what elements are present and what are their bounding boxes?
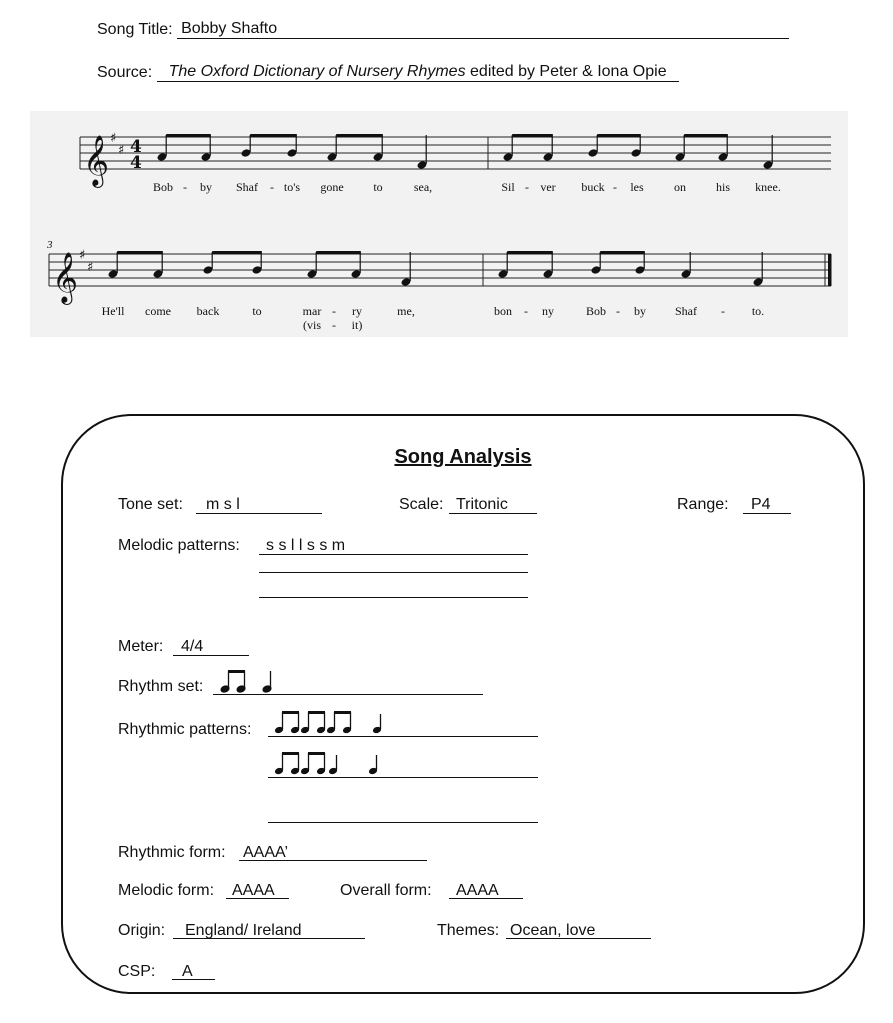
rhythm-set-label: Rhythm set:	[118, 678, 204, 695]
beam	[308, 752, 325, 755]
beam	[308, 711, 325, 714]
lyric-word: Sil	[501, 180, 515, 194]
rhythmic-patterns-line-2	[268, 777, 538, 778]
beam	[282, 752, 299, 755]
lyric-word: to's	[283, 180, 301, 194]
lyric-alt-word: it)	[351, 318, 363, 332]
beam	[166, 134, 211, 137]
lyric-word: come	[145, 304, 171, 318]
melodic-patterns-label: Melodic patterns:	[118, 537, 240, 554]
melodic-form-label: Melodic form:	[118, 882, 215, 899]
lyric-word: knee.	[755, 180, 781, 194]
lyric-word: by	[200, 180, 212, 194]
analysis-title: Song Analysis	[394, 446, 532, 468]
tone-set-label: Tone set:	[118, 496, 183, 513]
lyric-word: -	[270, 180, 274, 194]
lyric-word: on	[674, 180, 686, 194]
rhythmic-pattern-2-notation	[271, 749, 431, 777]
treble-clef-icon: 𝄞	[52, 252, 79, 303]
lyric-word: les	[630, 180, 644, 194]
lyric-word: -	[183, 180, 187, 194]
origin-value: England/ Ireland	[185, 922, 302, 939]
lyric-word: bon	[494, 304, 512, 318]
melodic-patterns-value: s s l l s s m	[266, 537, 346, 554]
rhythmic-patterns-line-3	[268, 822, 538, 823]
lyric-word: ny	[542, 304, 554, 318]
treble-clef-icon: 𝄞	[83, 135, 110, 186]
song-title-row	[97, 20, 789, 39]
rhythmic-form-label: Rhythmic form:	[118, 844, 226, 861]
song-title-value	[177, 20, 789, 39]
lyric-word: -	[525, 180, 529, 194]
beam	[316, 251, 361, 254]
tone-set-value: m s l	[206, 496, 240, 513]
melodic-form-value: AAAA	[232, 882, 275, 899]
lyric-alt-word: (vis	[303, 318, 321, 332]
beam	[117, 251, 163, 254]
lyric-word: to.	[751, 304, 765, 318]
source-label: Source:	[97, 64, 153, 81]
time-signature-top: 4	[130, 137, 142, 157]
rhythmic-patterns-label: Rhythmic patterns:	[118, 721, 252, 738]
meter-label: Meter:	[118, 638, 164, 655]
lyric-word: He'll	[101, 304, 125, 318]
meter-value: 4/4	[181, 638, 204, 655]
measure-number: 3	[47, 239, 53, 251]
lyric-word: -	[613, 180, 617, 194]
themes-value: Ocean, love	[510, 922, 596, 939]
lyric-word: Bob	[152, 180, 174, 194]
melodic-patterns-line-2	[259, 572, 528, 573]
lyric-word: gone	[320, 180, 344, 194]
lyric-word: mar	[302, 304, 322, 318]
rhythmic-pattern-1-notation	[271, 708, 431, 736]
rhythm-set-notation	[217, 668, 287, 694]
lyric-word: sea,	[413, 180, 433, 194]
final-barline-thick	[828, 254, 832, 286]
sharp-icon: ♯	[87, 260, 94, 275]
melodic-patterns-line-3	[259, 597, 528, 598]
overall-form-label: Overall form:	[340, 882, 432, 899]
time-signature-bottom: 4	[130, 153, 142, 173]
beam	[212, 251, 262, 254]
lyric-word: -	[332, 304, 336, 318]
csp-line	[172, 979, 215, 980]
beam	[600, 251, 645, 254]
themes-label: Themes:	[437, 922, 500, 939]
song-title-text: Bobby Shafto	[181, 20, 278, 37]
rhythmic-form-value: AAAA’	[243, 844, 289, 861]
source-row	[97, 63, 679, 82]
score-svg	[30, 111, 848, 337]
beam	[507, 251, 553, 254]
csp-value: A	[182, 963, 193, 980]
lyric-word: to	[373, 180, 383, 194]
sharp-icon: ♯	[79, 248, 86, 263]
scale-label: Scale:	[399, 496, 444, 513]
lyric-word: ry	[352, 304, 362, 318]
lyric-word: by	[634, 304, 646, 318]
music-score	[30, 111, 848, 337]
lyric-word: his	[715, 180, 731, 194]
origin-label: Origin:	[118, 922, 166, 939]
lyric-word: Shaf	[675, 304, 697, 318]
sharp-icon: ♯	[118, 143, 125, 158]
lyric-word: buck	[581, 180, 605, 194]
rhythm-set-line	[213, 694, 483, 695]
rhythmic-patterns-line-1	[268, 736, 538, 737]
lyric-word: me,	[397, 304, 415, 318]
lyric-word: -	[616, 304, 620, 318]
song-title-label: Song Title:	[97, 21, 173, 38]
beam	[684, 134, 728, 137]
sharp-icon: ♯	[110, 131, 117, 146]
lyric-word: Shaf	[236, 180, 258, 194]
beam	[282, 711, 299, 714]
lyric-alt-word: -	[332, 318, 336, 332]
range-value: P4	[751, 496, 771, 513]
source-editors: edited by Peter & Iona Opie	[465, 63, 667, 80]
beam	[334, 711, 351, 714]
source-value	[157, 63, 679, 82]
beam	[597, 134, 641, 137]
scale-value: Tritonic	[456, 496, 508, 513]
lyric-word: -	[721, 304, 725, 318]
lyric-word: ver	[540, 180, 556, 194]
range-label: Range:	[677, 496, 729, 513]
beam	[250, 134, 297, 137]
overall-form-value: AAAA	[456, 882, 499, 899]
source-book-title: The Oxford Dictionary of Nursery Rhymes	[168, 63, 466, 80]
beam	[336, 134, 383, 137]
lyric-word: Bob	[585, 304, 607, 318]
beam	[512, 134, 553, 137]
csp-label: CSP:	[118, 963, 156, 980]
lyric-word: to	[252, 304, 262, 318]
lyric-word: back	[196, 304, 220, 318]
song-analysis-box	[61, 414, 865, 994]
lyric-word: -	[524, 304, 528, 318]
